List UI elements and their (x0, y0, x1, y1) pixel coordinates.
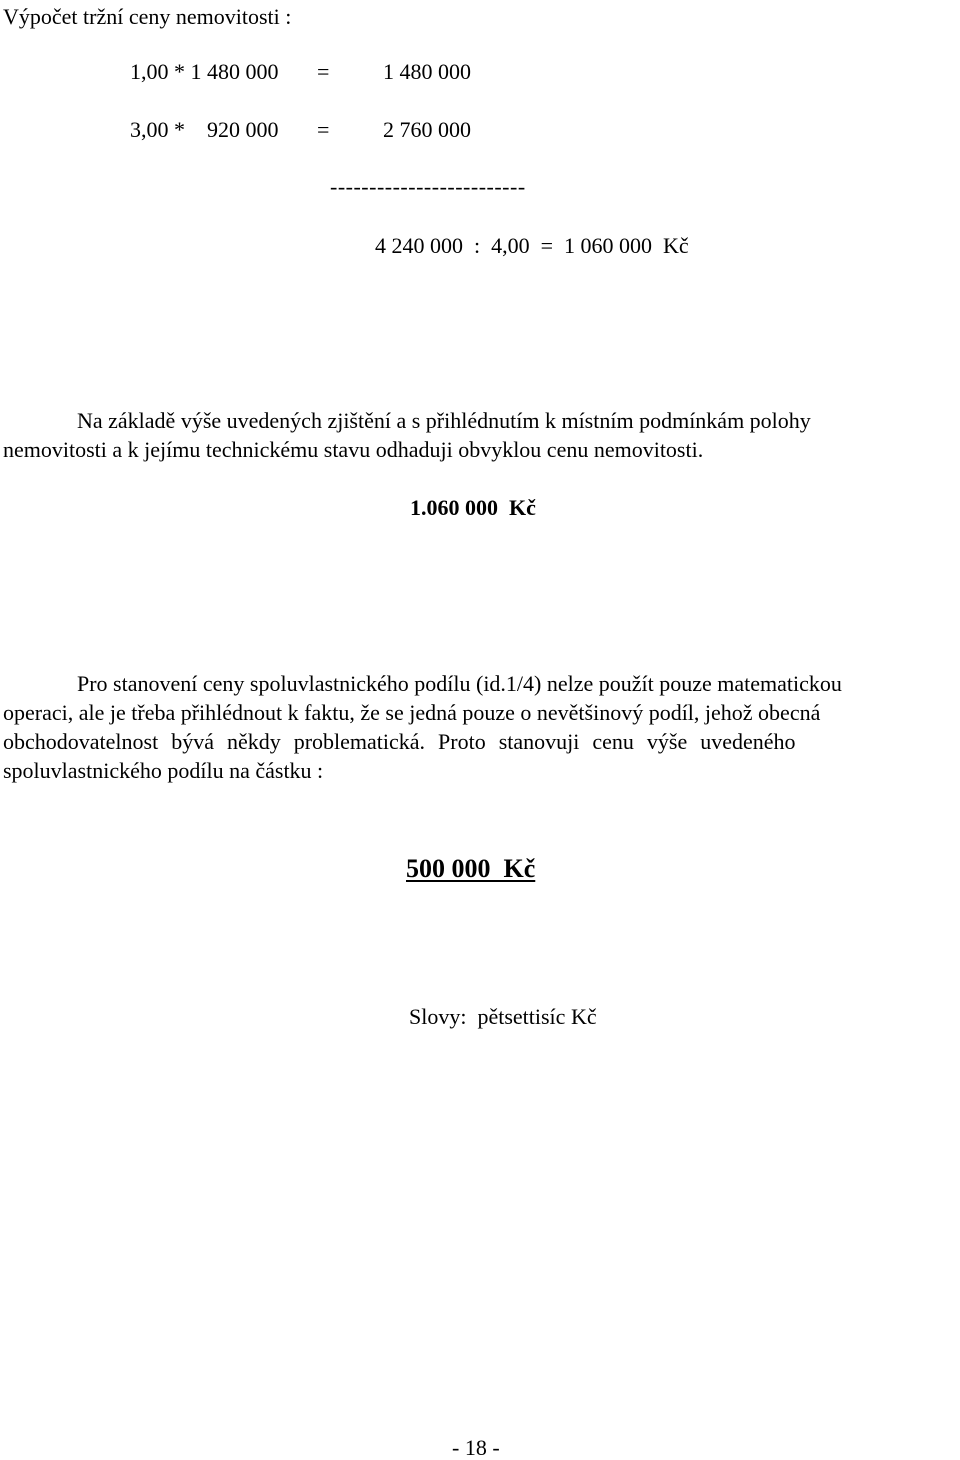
final-value: 500 000 Kč (406, 854, 536, 883)
paragraph-2-line-2: operaci, ale je třeba přihlédnout k faktu, že se jedná pouze o nevětšinový podíl, jehož obecná (3, 700, 821, 725)
sum-separator: ------------------------- (330, 174, 526, 199)
paragraph-2-line-1: Pro stanovení ceny spoluvlastnického podílu (id.1/4) nelze použít pouze matematickou (77, 671, 842, 696)
market-value: 1.060 000 Kč (410, 495, 536, 520)
calc-row-2-result: 2 760 000 (383, 117, 471, 142)
total-calculation: 4 240 000 : 4,00 = 1 060 000 Kč (375, 233, 689, 258)
paragraph-2-line-4: spoluvlastnického podílu na částku : (3, 758, 324, 783)
section-heading: Výpočet tržní ceny nemovitosti : (3, 4, 292, 29)
paragraph-1-line-1: Na základě výše uvedených zjištění a s přihlédnutím k místním podmínkám polohy (77, 408, 811, 433)
calc-row-1-factor: 1,00 * 1 480 000 (130, 59, 279, 84)
page-number: - 18 - (452, 1435, 500, 1460)
calc-row-2-equals: = (317, 117, 330, 142)
paragraph-1-line-2: nemovitosti a k jejímu technickému stavu odhaduji obvyklou cenu nemovitosti. (3, 437, 704, 462)
calc-row-1-result: 1 480 000 (383, 59, 471, 84)
value-in-words: Slovy: pětsettisíc Kč (409, 1004, 597, 1029)
calc-row-2-factor: 3,00 * 920 000 (130, 117, 279, 142)
paragraph-2-line-3: obchodovatelnost bývá někdy problematická. Proto stanovuji cenu výše uvedeného (3, 729, 796, 754)
calc-row-1-equals: = (317, 59, 330, 84)
